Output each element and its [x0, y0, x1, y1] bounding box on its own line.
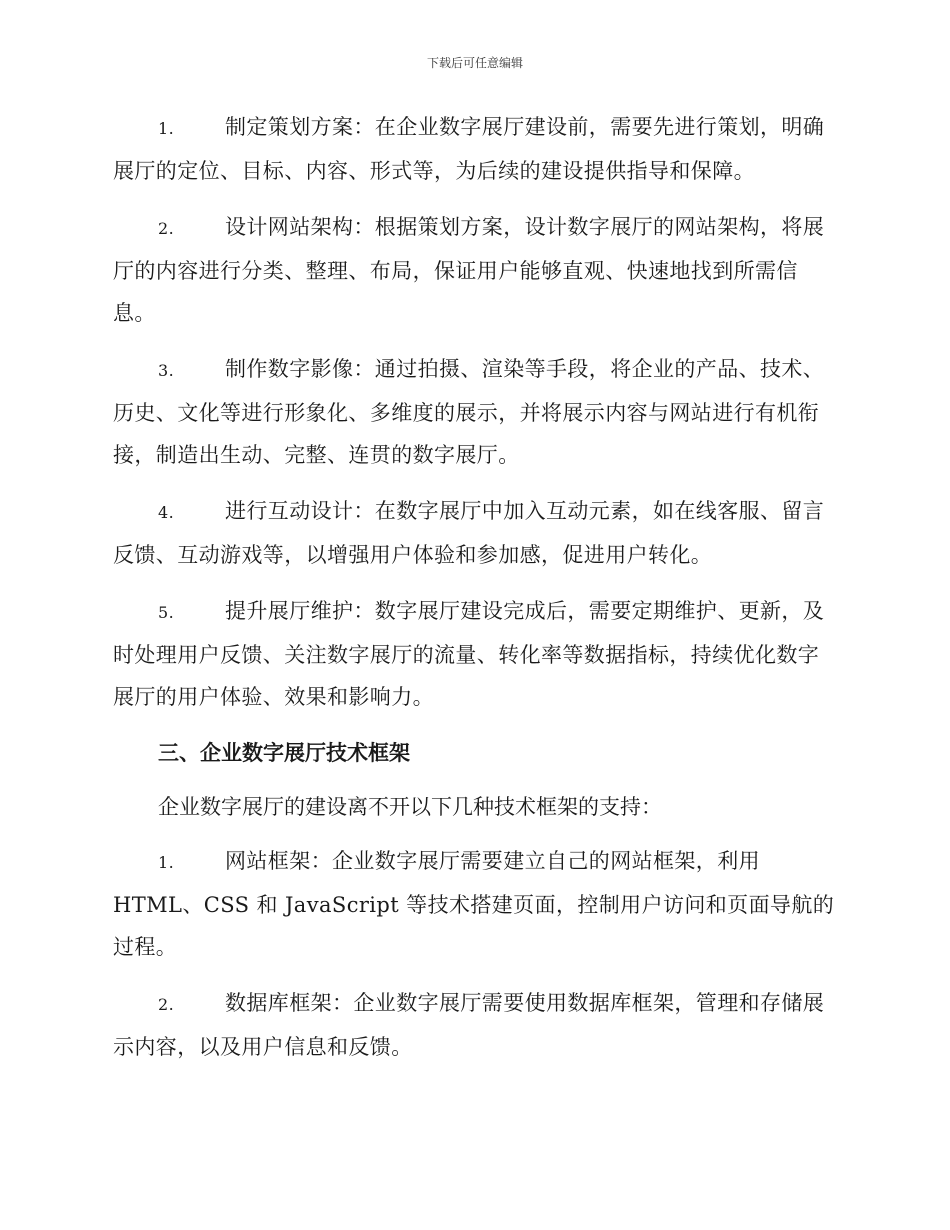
- item-number: 3.: [158, 361, 175, 380]
- item-number: 4.: [158, 503, 175, 522]
- item-number: 2.: [158, 995, 175, 1014]
- list-item: [113, 206, 837, 334]
- item-text: 制定策划方案：在企业数字展厅建设前，需要先进行策划，明确展厅的定位、目标、内容、形式等，为后续的建设提供指导和保障。: [113, 115, 825, 183]
- item-text: 网站框架：企业数字展厅需要建立自己的网站框架，利用 HTML、CSS 和 JavaScript 等技术搭建页面，控制用户访问和页面导航的过程。: [113, 849, 835, 959]
- list-item: [113, 106, 837, 192]
- list-item: [113, 840, 837, 968]
- page-header-note: 下载后可任意编辑: [426, 56, 523, 70]
- document-body: [113, 106, 837, 1082]
- item-text: 制作数字影像：通过拍摄、渲染等手段，将企业的产品、技术、历史、文化等进行形象化、多维度的展示，并将展示内容与网站进行有机衔接，制造出生动、完整、连贯的数字展厅。: [113, 357, 825, 467]
- list-item: [113, 590, 837, 718]
- list-item: [113, 490, 837, 576]
- list-item: [113, 348, 837, 476]
- item-number: 5.: [158, 603, 175, 622]
- item-number: 1.: [158, 119, 175, 138]
- item-text: 进行互动设计：在数字展厅中加入互动元素，如在线客服、留言反馈、互动游戏等，以增强用户体验和参加感，促进用户转化。: [113, 499, 825, 567]
- section-intro: 企业数字展厅的建设离不开以下几种技术框架的支持：: [158, 795, 662, 819]
- list-item: [113, 982, 837, 1068]
- item-text: 数据库框架：企业数字展厅需要使用数据库框架，管理和存储展示内容，以及用户信息和反馈。: [113, 991, 825, 1059]
- item-number: 2.: [158, 219, 175, 238]
- item-number: 1.: [158, 853, 175, 872]
- item-text: 提升展厅维护：数字展厅建设完成后，需要定期维护、更新，及时处理用户反馈、关注数字展厅的流量、转化率等数据指标，持续优化数字展厅的用户体验、效果和影响力。: [113, 599, 825, 709]
- section-heading: 三、企业数字展厅技术框架: [158, 741, 410, 765]
- item-text: 设计网站架构：根据策划方案，设计数字展厅的网站架构，将展厅的内容进行分类、整理、布局，保证用户能够直观、快速地找到所需信息。: [113, 215, 825, 325]
